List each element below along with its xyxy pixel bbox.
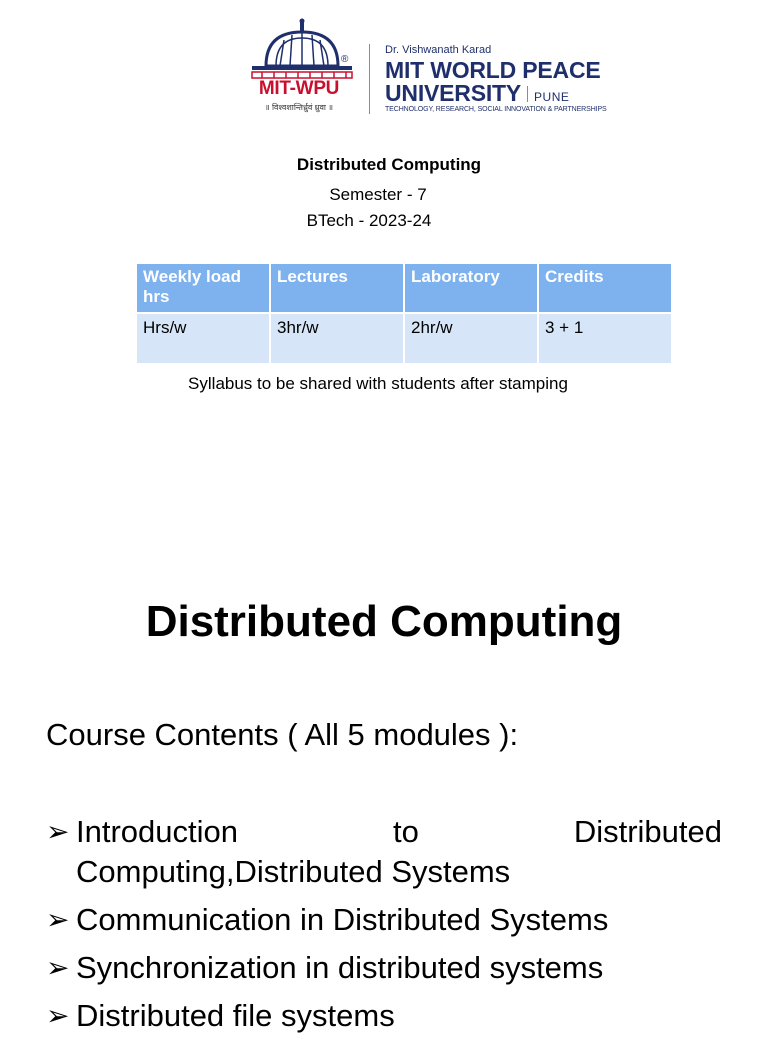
arrow-bullet-icon: ➢ [46,1000,70,1031]
weekly-load-table [135,262,673,365]
university-prefix: Dr. Vishwanath Karad [385,44,492,56]
table-cell: 3hr/w [270,313,404,364]
column-header-lectures: Lectures [270,263,404,313]
table-cell: 2hr/w [404,313,538,364]
table-header-row [136,263,672,313]
logo-abbreviation: MIT-WPU [258,78,340,99]
list-item [46,900,722,940]
section-title: Distributed Computing [145,597,623,646]
table-cell: Hrs/w [136,313,270,364]
column-header-weekly-load: Weekly load hrs [136,263,270,313]
logo-motto: ॥ विश्वशान्तिर्ध्रुवं ध्रुवा ॥ [264,103,334,112]
program-label: BTech - 2023-24 [306,211,432,230]
arrow-bullet-icon: ➢ [46,952,70,983]
list-item [46,948,722,988]
table-cell: 3 + 1 [538,313,672,364]
arrow-bullet-icon: ➢ [46,816,70,847]
arrow-bullet-icon: ➢ [46,904,70,935]
city-separator [527,86,528,102]
table-row [136,313,672,364]
module-list [46,812,722,1044]
list-item [46,996,722,1036]
semester-label: Semester - 7 [329,185,427,204]
course-title: Distributed Computing [296,155,482,174]
dome-seal-icon [242,16,364,116]
syllabus-note: Syllabus to be shared with students after stamping [188,374,568,393]
module-text: Distributed file systems [76,998,395,1033]
university-name-line2: UNIVERSITY [385,80,522,106]
column-header-laboratory: Laboratory [404,263,538,313]
contents-heading: Course Contents ( All 5 modules ): [46,717,519,752]
registered-mark: ® [341,54,349,65]
university-name-line2-row [385,80,569,107]
university-city: PUNE [534,90,570,104]
university-tagline: TECHNOLOGY, RESEARCH, SOCIAL INNOVATION & PARTNERSHIPS [385,106,607,113]
column-header-credits: Credits [538,263,672,313]
list-item [46,812,722,892]
module-text: Synchronization in distributed systems [76,950,604,985]
university-logo [238,14,618,120]
module-text: Introduction to Distributed Computing,Distributed Systems [76,814,722,889]
university-name-line1: MIT WORLD PEACE [385,57,601,83]
logo-divider [369,44,370,114]
module-text: Communication in Distributed Systems [76,902,609,937]
